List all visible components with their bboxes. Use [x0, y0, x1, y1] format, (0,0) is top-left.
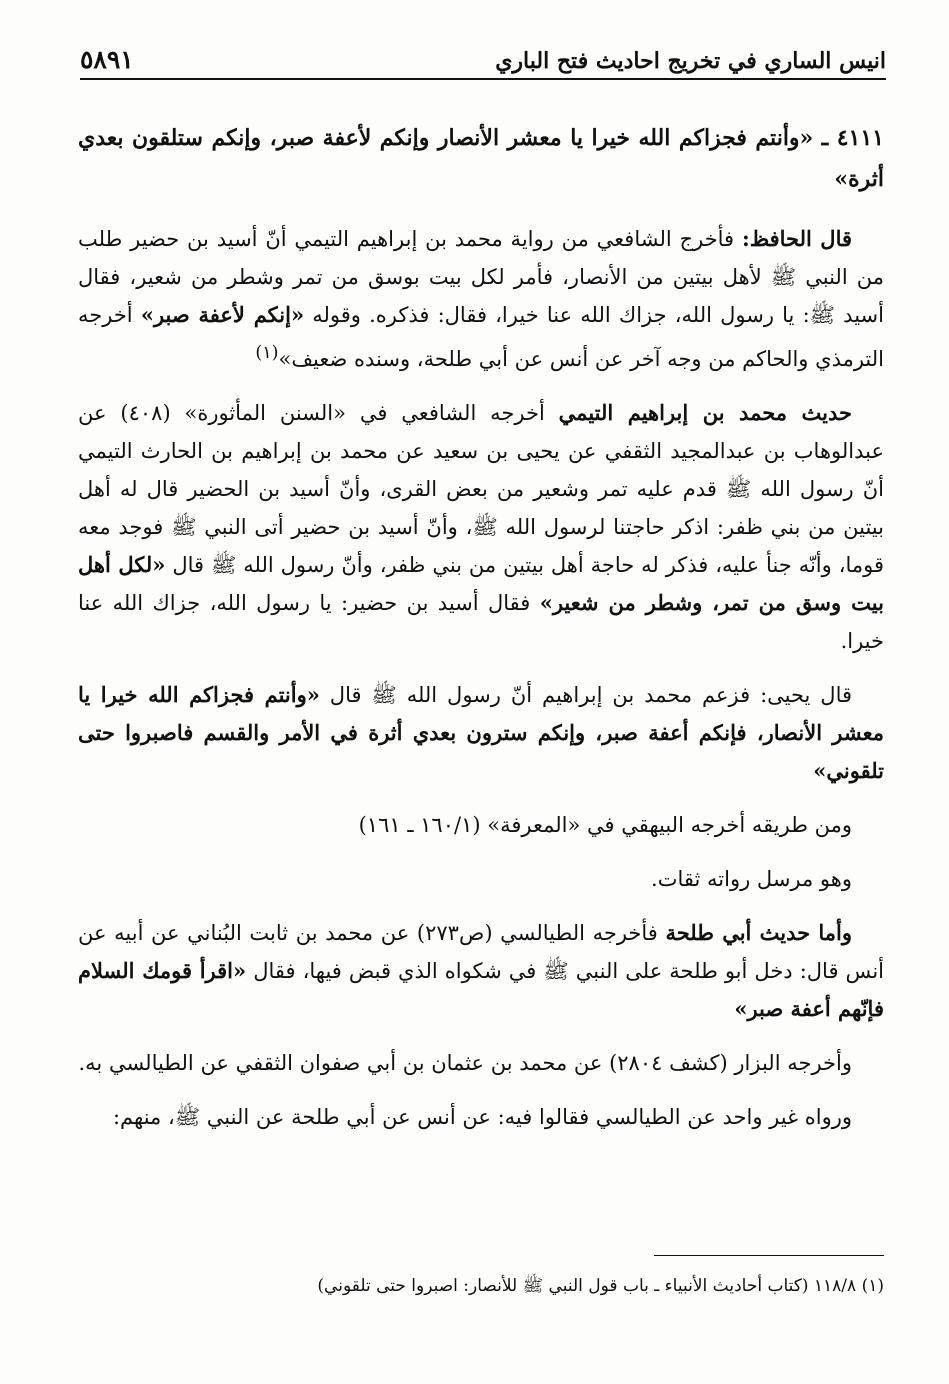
paragraph-text: أخرجه الشافعي في «السنن المأثورة» (٤٠٨) عن عبدالوهاب بن عبدالمجيد الثقفي عن يحيى بن سعيد عن محمد بن إبراهيم بن الحارث التيمي أنّ رسول الله ﷺ قدم عليه تمر وشعير من بعض القرى، وأنّ أسيد بن الحضير قال له أهل بيتين من بني ظفر: اذكر حاجتنا لرسول الله ﷺ، وأنّ أسيد بن حضير أتى النبي ﷺ فوجد معه قوما، وأنّه جنأ عليه، فذكر له حاجة أهل بيتين من بني ظفر، وأنّ رسول الله ﷺ قال [78, 401, 885, 577]
paragraph-text: فقال أسيد بن حضير: يا رسول الله، جزاك الله عنا خيرا. [78, 591, 884, 653]
paragraph-text: فأخرجه الطيالسي (ص٢٧٣) عن محمد بن ثابت البُناني عن أبيه عن أنس قال: دخل أبو طلحة على النبي ﷺ في شكواه الذي قبض فيها، فقال [78, 921, 885, 983]
page-header [80, 36, 886, 80]
hadith-dash: ـ [813, 125, 837, 151]
page-number: ٥٨٩١ [80, 45, 134, 74]
paragraph-text: قال يحيى: فزعم محمد بن إبراهيم أنّ رسول الله ﷺ قال [319, 683, 853, 707]
quoted-saying: «وأنتم فجزاكم الله خيرا يا معشر الأنصار، فإنكم أعفة صبر، وإنكم سترون بعدي أثرة في الأمر والقسم فاصبروا حتى تلقوني» [78, 682, 884, 783]
hadith-number: ٤١١١ [836, 125, 884, 151]
paragraph-hafiz [78, 220, 884, 378]
paragraph-text: أخرجه الترمذي والحاكم من وجه آخر عن أنس عن أبي طلحة، وسنده ضعيف» [78, 303, 884, 371]
quoted-saying: «لكل أهل بيت وسق من تمر، وشطر من شعير» [78, 552, 884, 615]
quoted-saying: «اقرأ قومك السلام فإنّهم أعفة صبر» [78, 958, 884, 1021]
running-title: انيس الساري في تخريج احاديث فتح الباري [495, 48, 886, 74]
paragraph-text: فأخرج الشافعي من رواية محمد بن إبراهيم التيمي أنّ أسيد بن حضير طلب من النبي ﷺ لأهل بيتين من الأنصار، فأمر لكل بيت بوسق من تمر وشطر من شعير، فقال أسيد ﷺ: يا رسول الله، جزاك الله عنا خيرا، فقال: فذكره. وقوله [78, 227, 884, 327]
footnote-text: ١١٨/٨ (كتاب أحاديث الأنبياء ـ باب قول النبي ﷺ للأنصار: اصبروا حتى تلقوني) [317, 1276, 857, 1296]
paragraph-text: ومن طريقه أخرجه البيهقي في «المعرفة» (١٦٠/١ ـ ١٦١) [358, 813, 852, 837]
paragraph-text: وهو مرسل رواته ثقات. [651, 867, 852, 891]
paragraph-taymi [78, 394, 884, 660]
footnote-ref: (١) [255, 343, 279, 363]
paragraph-lead: وأما حديث أبي طلحة [665, 920, 852, 945]
paragraph-lead: قال الحافظ: [741, 226, 853, 251]
hadith-heading [78, 118, 884, 200]
paragraph-bayhaqi [78, 806, 884, 844]
footnote-divider [654, 1255, 884, 1256]
paragraph-yahya [78, 676, 884, 790]
paragraph-bazzar [78, 1044, 884, 1082]
footnote-marker: (١) [861, 1276, 884, 1296]
paragraph-abu-talha [78, 914, 884, 1028]
paragraph-lead: حديث محمد بن إبراهيم التيمي [558, 400, 853, 425]
paragraph-tayalisi [78, 1098, 884, 1136]
paragraph-mursal [78, 860, 884, 898]
quoted-saying: «إنكم لأعفة صبر» [140, 302, 305, 327]
paragraph-text: ورواه غير واحد عن الطيالسي فقالوا فيه: عن أنس عن أبي طلحة عن النبي ﷺ، منهم: [112, 1105, 852, 1129]
footnote [78, 1272, 884, 1300]
hadith-text: «وأنتم فجزاكم الله خيرا يا معشر الأنصار وإنكم لأعفة صبر، وإنكم ستلقون بعدي أثرة» [78, 125, 884, 192]
main-text [78, 96, 884, 1152]
paragraph-text: وأخرجه البزار (كشف ٢٨٠٤) عن محمد بن عثمان بن أبي صفوان الثقفي عن الطيالسي به. [78, 1051, 852, 1075]
